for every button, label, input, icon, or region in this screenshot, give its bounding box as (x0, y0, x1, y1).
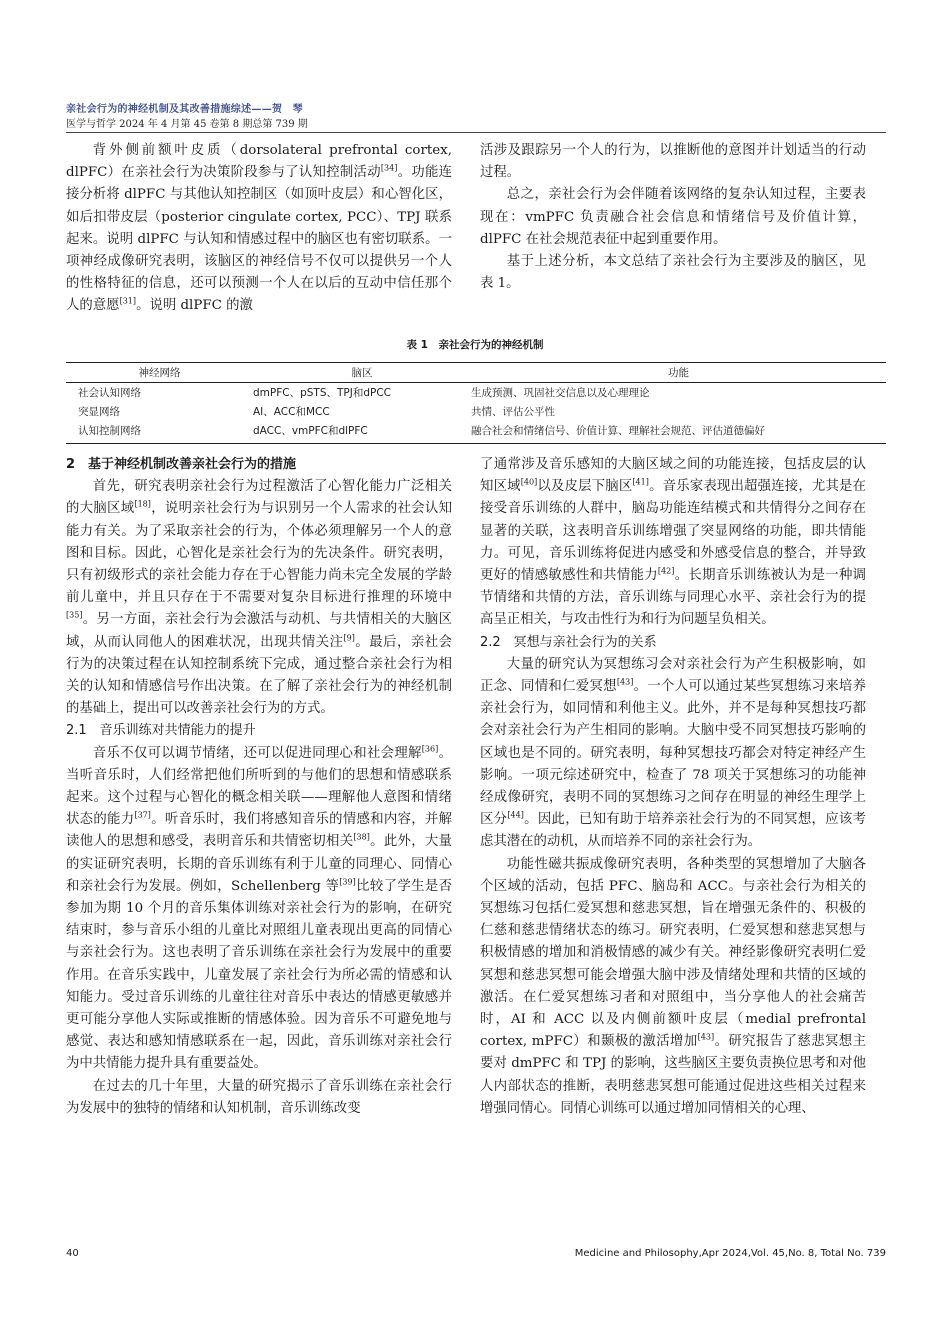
citation: [43] (616, 677, 634, 687)
table-row (66, 383, 886, 403)
column-right-bottom (480, 454, 866, 1120)
citation: [31] (119, 296, 137, 306)
paragraph: 首先，研究表明亲社会行为过程激活了心智化能力广泛相关的大脑区域[18]，说明亲社会行为与识别另一个人需求的社会认知能力有关。为了采取亲社会的行为，个体必须理解另一个人的意图和目标。因此，心智化是亲社会行为的先决条件。研究表明，只有初级形式的亲社会能力存在于心智能力尚未完全发展的学龄前儿童中，并且只存在于不需要对复杂目标进行推理的环境中[35]。另一方面，亲社会行为会激活与动机、与共情相关的大脑区域，从而认同他人的困难状况，出现共情关注[9]。最后，亲社会行为的决策过程在认知控制系统下完成，通过整合亲社会行为相关的认知和情感信号作出决策。在了解了亲社会行为的神经机制的基础上，提出可以改善亲社会行为的方式。 (66, 479, 453, 717)
column-left-top (66, 140, 452, 318)
table-row (66, 421, 886, 444)
citation: [39] (339, 877, 356, 887)
subsection-heading: 2.1 音乐训练对共情能力的提升 (66, 723, 256, 739)
citation: [42] (657, 566, 675, 576)
paragraph: 基于上述分析，本文总结了亲社会行为主要涉及的脑区，见表 1。 (480, 254, 866, 292)
paragraph: 背外侧前额叶皮质（dorsolateral prefrontal cortex, dlPFC）在亲社会行为决策阶段参与了认知控制活动[34]。功能连接分析将 dlPFC 与其他认知控制区（如顶叶皮层）和心智化区，如后扣带皮层（posterior cingulate cortex, PCC）、TPJ 联系起来。说明 dlPFC 与认知和情感过程中的脑区也有密切联系。一项神经成像研究表明，该脑区的神经信号不仅可以提供另一个人的性格特征的信息，还可以预测一个人在以后的互动中信任那个人的意愿[31]。说明 dlPFC 的激 (66, 143, 452, 314)
paragraph: 在过去的几十年里，大量的研究揭示了音乐训练在亲社会行为发展中的独特的情绪和认知机制，音乐训练改变 (66, 1078, 452, 1116)
section-heading: 2 基于神经机制改善亲社会行为的措施 (66, 457, 297, 472)
journal-issue: 医学与哲学 2024 年 4 月第 45 卷第 8 期总第 739 期 (66, 119, 308, 130)
paragraph: 功能性磁共振成像研究表明，各种类型的冥想增加了大脑各个区域的活动，包括 PFC、脑岛和 ACC。与亲社会行为相关的冥想练习包括仁爱冥想和慈悲冥想，旨在增强无条件的、积极的仁慈和慈悲情绪状态的练习。研究表明，仁爱冥想和慈悲冥想与积极情感的增加和消极情感的减少有关。神经影像研究表明仁爱冥想和慈悲冥想可能会增强大脑中涉及情绪处理和共情的区域的激活。在仁爱冥想练习者和对照组中，当分享他人的社会痛苦时，AI 和 ACC 以及内侧前额叶皮层（medial prefrontal cortex, mPFC）和颞极的激活增加[43]。研究报告了慈悲冥想主要对 dmPFC 和 TPJ 的影响，这些脑区主要负责换位思考和对他人内部状态的推断，表明慈悲冥想可能通过促进这些相关过程来增强同情心。同情心训练可以通过增加同情相关的心理、 (480, 856, 867, 1116)
citation: [37] (134, 810, 151, 820)
subsection-heading: 2.2 冥想与亲社会行为的关系 (480, 634, 657, 650)
paragraph: 大量的研究认为冥想练习会对亲社会行为产生积极影响，如正念、同情和仁爱冥想[43]。一个人可以通过某些冥想练习来培养亲社会行为，如同情和利他主义。此外，并不是每种冥想技巧都会对亲社会行为产生相同的影响。大脑中受不同冥想技巧影响的区域也是不同的。研究表明，每种冥想技巧都会对特定神经产生影响。一项元综述研究中，检查了 78 项关于冥想练习的功能神经成像研究，表明不同的冥想练习之间存在明显的神经生理学上区分[44]。因此，已知有助于培养亲社会行为的不同冥想，应该考虑其潜在的动机，从而培养不同的亲社会行为。 (480, 656, 867, 850)
citation: [38] (353, 832, 370, 842)
table-cell: AI、ACC和MCC (253, 406, 330, 418)
table-cell: 共情、评估公平性 (471, 406, 555, 418)
citation: [40] (520, 477, 538, 487)
table-header: 神经网络 (66, 363, 253, 383)
paragraph: 了通常涉及音乐感知的大脑区域之间的功能连接，包括皮层的认知区域[40]以及皮层下脑区[41]。音乐家表现出超强连接，尤其是在接受音乐训练的人群中，脑岛功能连结模式和共情得分之间存在显著的关联，这表明音乐训练增强了突显网络的功能，即共情能力。可见，音乐训练将促进内感受和外感受信息的整合，并导致更好的情感敏感性和共情能力[42]。长期音乐训练被认为是一种调节情绪和共情的方法，音乐训练与同理心水平、亲社会行为的提高呈正相关，与攻击性行为和行为问题呈负相关。 (480, 457, 867, 628)
page-number: 40 (66, 1248, 79, 1259)
citation: [36] (421, 744, 439, 754)
table-cell: 突显网络 (78, 406, 120, 418)
table-cell: 社会认知网络 (78, 387, 141, 399)
running-title: 亲社会行为的神经机制及其改善措施综述——贺 琴 (66, 104, 303, 115)
paragraph: 音乐不仅可以调节情绪，还可以促进同理心和社会理解[36]。当听音乐时，人们经常把他们所听到的与他们的思想和情感联系起来。这个过程与心智化的概念相关联——理解他人意图和情绪状态的能力[37]。听音乐时，我们将感知音乐的情感和内容，并解读他人的思想和感受，表明音乐和共情密切相关[38]。此外，大量的实证研究表明，长期的音乐训练有利于儿童的同理心、同情心和亲社会行为发展。例如，Schellenberg 等[39]比较了学生是否参加为期 10 个月的音乐集体训练对亲社会行为的影响，在研究结束时，参与音乐小组的儿童比对照组儿童表现出更高的同情心与亲社会行为。这也表明了音乐训练在亲社会行为发展中的重要作用。在音乐实践中，儿童发展了亲社会行为所必需的情感和认知能力。受过音乐训练的儿童往往对音乐中表达的情感更敏感并更可能分享他人实际或推断的情感体验。因为音乐不可避免地与感觉、表达和感知情感联系在一起，因此，音乐训练对亲社会行为中共情能力提升具有重要益处。 (66, 744, 453, 1072)
table-header: 脑区 (253, 363, 471, 383)
table-header-row (66, 363, 886, 383)
table-cell: dmPFC、pSTS、TPJ和dPCC (253, 387, 392, 399)
paragraph: 总之，亲社会行为会伴随着该网络的复杂认知过程，主要表现在：vmPFC 负责融合社会信息和情绪信号及价值计算，dlPFC 在社会规范表征中起到重要作用。 (480, 187, 866, 247)
table-cell: dACC、vmPFC和dlPFC (253, 421, 471, 444)
table-cell: 融合社会和情绪信号、价值计算、理解社会规范、评估道德偏好 (471, 421, 886, 444)
citation: [9] (343, 633, 355, 643)
header-rule (66, 132, 886, 133)
table-header: 功能 (471, 363, 886, 383)
paragraph: 活涉及跟踪另一个人的行为，以推断他的意图并计划适当的行动过程。 (480, 143, 866, 181)
table-caption: 表 1 亲社会行为的神经机制 (406, 339, 544, 351)
table-cell: 生成预测、巩固社交信息以及心理理论 (471, 387, 650, 399)
table-cell: 认知控制网络 (66, 421, 253, 444)
citation: [34] (380, 163, 398, 173)
table-row (66, 402, 886, 421)
column-left-bottom (66, 454, 452, 1120)
table-neural-mechanisms (66, 362, 886, 444)
citation: [18] (134, 499, 151, 509)
citation: [44] (507, 810, 524, 820)
journal-footer: Medicine and Philosophy,Apr 2024,Vol. 45,No. 8, Total No. 739 (574, 1248, 886, 1259)
column-right-top (480, 140, 866, 295)
citation: [43] (697, 1032, 715, 1042)
citation: [35] (66, 610, 83, 620)
citation: [41] (632, 477, 649, 487)
